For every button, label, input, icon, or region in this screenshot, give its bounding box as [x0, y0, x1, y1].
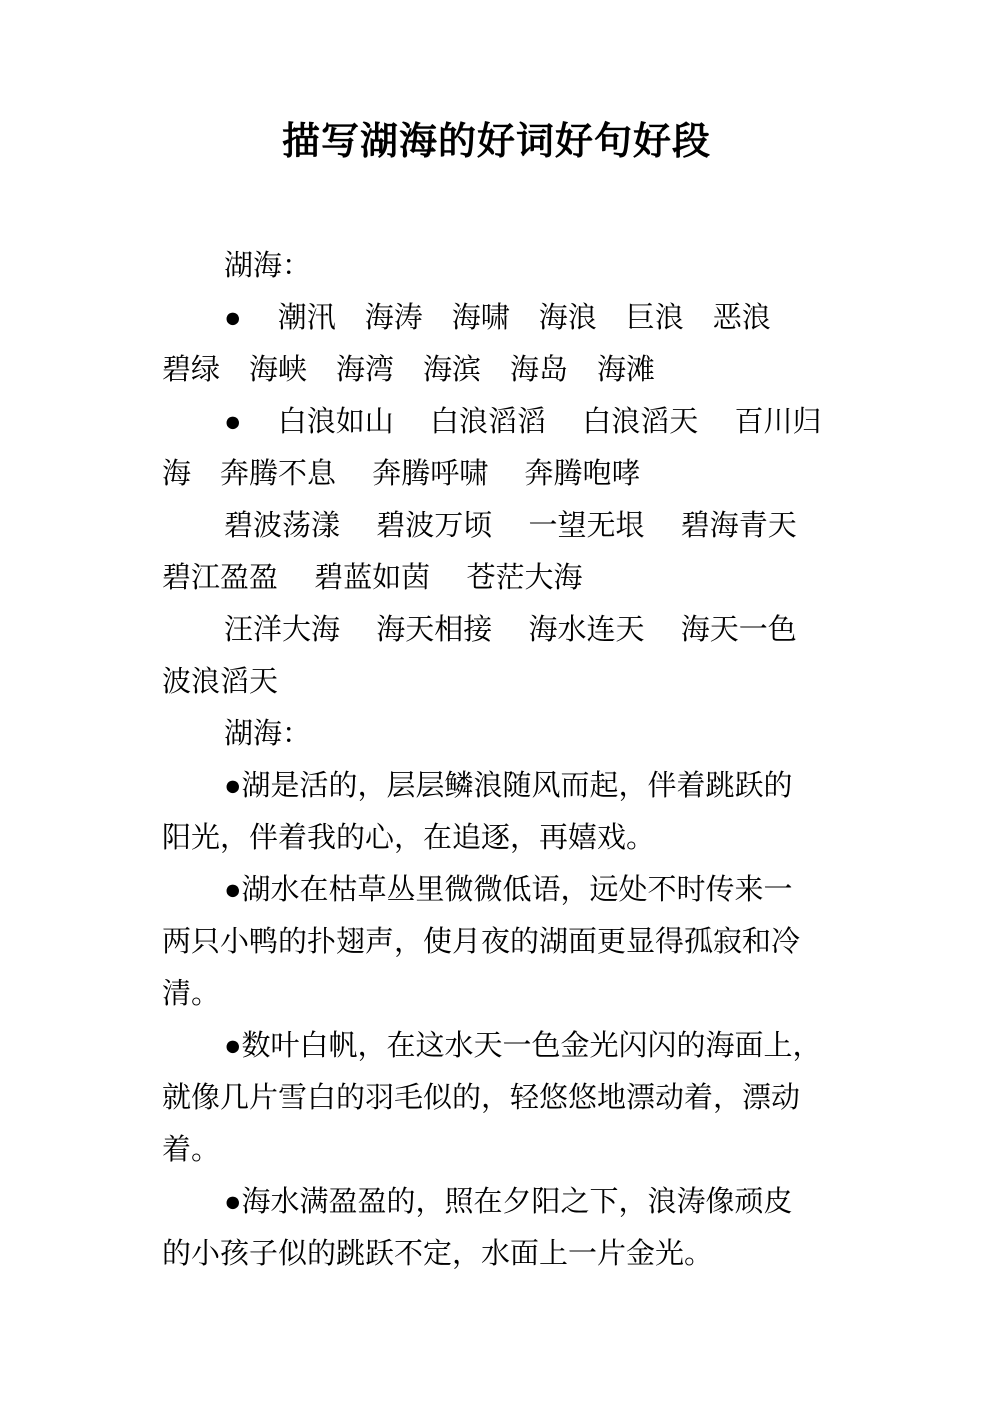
- word-list-line: ● 潮汛 海涛 海啸 海浪 巨浪 恶浪: [224, 302, 771, 334]
- sentence-line: ●湖是活的，层层鳞浪随风而起，伴着跳跃的: [224, 770, 793, 802]
- sentence-line: ●海水满盈盈的，照在夕阳之下，浪涛像顽皮: [224, 1186, 793, 1218]
- word-list-line: ● 白浪如山 白浪滔滔 白浪滔天 百川归: [224, 406, 822, 438]
- word-list-line: 碧波荡漾 碧波万顷 一望无垠 碧海青天: [224, 510, 797, 542]
- sentence-line: 阳光，伴着我的心，在追逐，再嬉戏。: [162, 822, 656, 854]
- sentence-line: 的小孩子似的跳跃不定，水面上一片金光。: [162, 1238, 714, 1270]
- sentence-line: ●湖水在枯草丛里微微低语，远处不时传来一: [224, 874, 793, 906]
- word-list-line: 汪洋大海 海天相接 海水连天 海天一色: [224, 614, 797, 646]
- word-list-line: 波浪滔天: [162, 666, 279, 698]
- sentence-line: 清。: [162, 978, 221, 1010]
- word-list-line: 碧江盈盈 碧蓝如茵 苍茫大海: [162, 562, 583, 594]
- sentence-line: 着。: [162, 1134, 221, 1166]
- section-label: 湖海：: [224, 718, 312, 750]
- document-body: [162, 240, 862, 1280]
- sentence-line: 就像几片雪白的羽毛似的，轻悠悠地漂动着，漂动: [162, 1082, 801, 1114]
- sentence-line: ●数叶白帆，在这水天一色金光闪闪的海面上，: [224, 1030, 822, 1062]
- sentence-line: 两只小鸭的扑翅声，使月夜的湖面更显得孤寂和冷: [162, 926, 801, 958]
- word-list-line: 碧绿 海峡 海湾 海滨 海岛 海滩: [162, 354, 656, 386]
- page-title: 描写湖海的好词好句好段: [281, 119, 711, 163]
- word-list-line: 海 奔腾不息 奔腾呼啸 奔腾咆哮: [162, 458, 641, 490]
- section-label: 湖海：: [224, 250, 312, 282]
